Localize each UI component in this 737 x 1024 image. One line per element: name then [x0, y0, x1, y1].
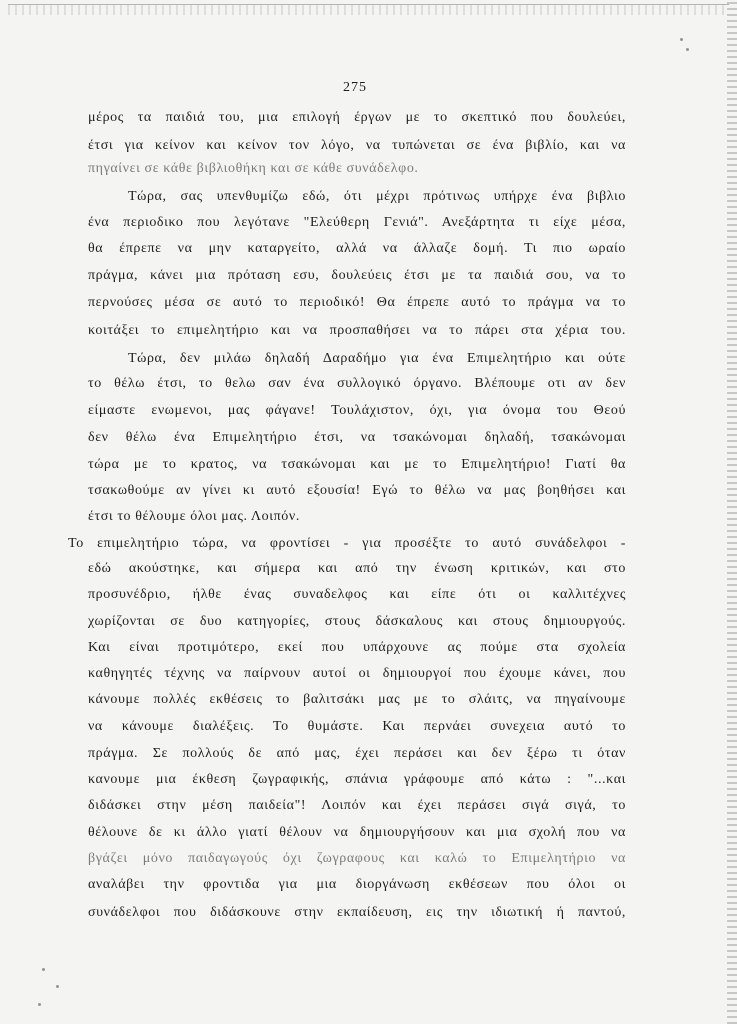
text-line: έτσι για κείνον και κείνον τον λόγο, να τυπώνεται σε ένα βιβλίο, και να: [88, 138, 626, 153]
text-line: μέρος τα παιδιά του, μια επιλογή έργων με το σκεπτικό που δουλεύει,: [88, 110, 626, 125]
scan-speck: [42, 968, 45, 971]
text-line: προσυνέδριο, ήλθε ένας συναδελφος και είπε ότι οι καλλιτέχνες: [88, 587, 626, 602]
text-line: τσακωθούμε αν γίνει κι αυτό εξουσία! Εγώ το θέλω να μας βοηθήσει και: [88, 483, 626, 498]
text-line: πράγμα. Σε πολλούς δε από μας, έχει περάσει και δεν ξέρω τι όταν: [88, 746, 626, 761]
text-line: έτσι το θέλουμε όλοι μας. Λοιπόν.: [88, 509, 300, 524]
text-line: Τώρα, δεν μιλάω δηλαδή Δαραδήμο για ένα Επιμελητήριο και ούτε: [128, 351, 626, 366]
text-line: συνάδελφοι που διδάσκουνε στην εκπαίδευση, εις την ιδιωτική ή παντού,: [88, 905, 626, 920]
text-line: το θέλω έτσι, το θελω σαν ένα συλλογικό όργανο. Βλέπουμε οτι αν δεν: [88, 376, 626, 391]
scan-speck: [686, 48, 689, 51]
text-line: Το επιμελητήριο τώρα, να φροντίσει - για προσέξτε το αυτό συνάδελφοι -: [68, 536, 626, 551]
text-line: κοιτάξει το επιμελητήριο και να προσπαθήσει να το πάρει στα χέρια του.: [88, 323, 626, 338]
scan-speck: [680, 38, 683, 41]
text-line: περνούσες μέσα σε αυτό το περιοδικό! Θα έπρεπε αυτό το πράγμα να το: [88, 295, 626, 310]
text-line: θα έπρεπε να μην καταργείτο, αλλά να άλλαζε δομή. Τι πιο ωραίο: [88, 241, 626, 256]
text-line: ένα περιοδικο που λεγότανε "Ελεύθερη Γενιά". Ανεξάρτητα τι είχε μέσα,: [88, 215, 626, 230]
scan-speck: [56, 985, 59, 988]
page-number: 275: [343, 80, 367, 95]
text-line: πηγαίνει σε κάθε βιβλιοθήκη και σε κάθε συνάδελφο.: [88, 161, 419, 176]
text-line: αναλάβει την φροντιδα για μια διοργάνωση εκθέσεων που όλοι οι: [88, 877, 626, 892]
text-line: πράγμα, κάνει μια πρόταση εσυ, δουλεύεις έτσι με τα παιδιά σου, να το: [88, 268, 626, 283]
scan-right-edge: [727, 0, 737, 1024]
text-line: τώρα με το κρατος, να τσακώνομαι και με το Επιμελητήριο! Γιατί θα: [88, 457, 626, 472]
scan-speck: [38, 1003, 41, 1006]
text-line: κανουμε μια έκθεση ζωγραφικής, σπάνια γράφουμε από κάτω : "...και: [88, 772, 626, 787]
text-line: είμαστε ενωμενοι, μας φάγανε! Τουλάχιστον, όχι, για όνομα του Θεού: [88, 403, 626, 418]
text-line: κάνουμε πολλές εκθέσεις το βαλιτσάκι μας με το σλάιτς, να πηγαίνουμε: [88, 692, 626, 707]
text-line: καθηγητές τέχνης να παίρνουν αυτοί οι δημιουργοί που έχουμε κάνει, που: [88, 666, 626, 681]
text-line: διδάσκει στην μέση παιδεία"! Λοιπόν και έχει περάσει σιγά σιγά, το: [88, 798, 626, 813]
text-line: θέλουνε δε κι άλλο γιατί θέλουν να δημιουργήσουν και μια σχολή που να: [88, 825, 626, 840]
text-line: Τώρα, σας υπενθυμίζω εδώ, ότι μέχρι πρότινως υπήρχε ένα βιβλιο: [128, 189, 626, 204]
text-line: χωρίζονται σε δυο κατηγορίες, στους δάσκαλους και στους δημιουργούς.: [88, 614, 626, 629]
text-line: Και είναι προτιμότερο, εκεί που υπάρχουνε ας πούμε στα σχολεία: [88, 640, 626, 655]
text-line: δεν θέλω ένα Επιμελητήριο έτσι, να τσακώνομαι δηλαδή, τσακώνομαι: [88, 430, 626, 445]
text-line: βγάζει μόνο παιδαγωγούς όχι ζωγραφους και καλώ το Επιμελητήριο να: [88, 851, 626, 866]
text-line: να κάνουμε διαλέξεις. Το θυμάστε. Και περνάει συνεχεια αυτό το: [88, 719, 626, 734]
scan-top-edge: [8, 4, 729, 15]
text-line: εδώ ακούστηκε, και σήμερα και από την ένωση κριτικών, και στο: [88, 561, 626, 576]
